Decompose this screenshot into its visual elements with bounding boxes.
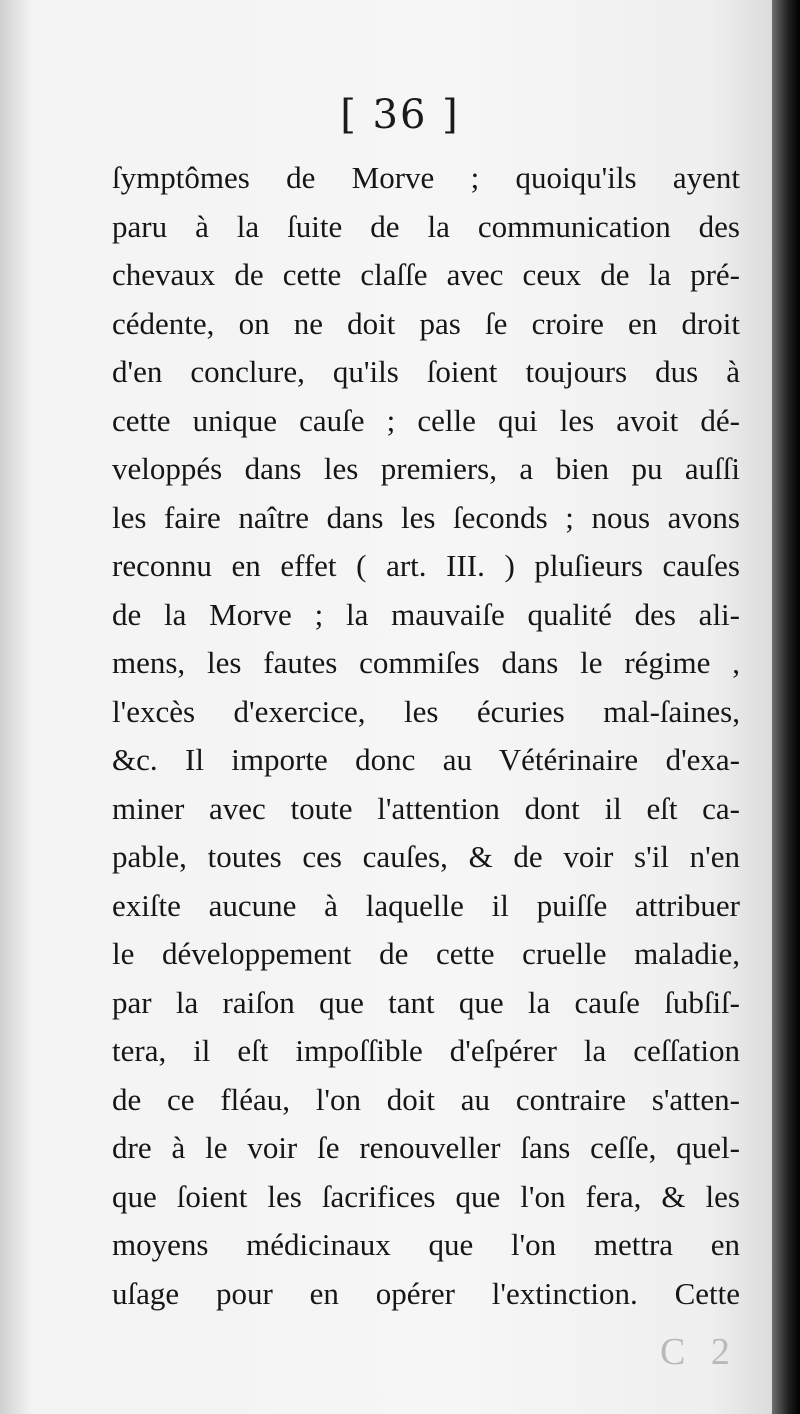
text-line: cédente, on ne doit pas ſe croire en droit [112, 305, 740, 341]
text-line: par la raiſon que tant que la cauſe ſubſiſ- [112, 984, 740, 1020]
text-line: cette unique cauſe ; celle qui les avoit dé- [112, 402, 740, 438]
page-number: [ 36 ] [340, 92, 460, 138]
text-line: de ce fléau, l'on doit au contraire s'atten- [112, 1081, 740, 1117]
text-line: pable, toutes ces cauſes, & de voir s'il n'en [112, 839, 740, 874]
text-line: exiſte aucune à laquelle il puiſſe attribuer [112, 887, 740, 923]
text-line: dre à le voir ſe renouveller ſans ceſſe, quel- [112, 1130, 740, 1165]
text-line: tera, il eſt impoſſible d'eſpérer la ceſſation [112, 1033, 740, 1068]
text-line: chevaux de cette claſſe avec ceux de la pré- [112, 257, 740, 292]
text-line: uſage pour en opérer l'extinction. Cette [112, 1275, 740, 1311]
text-line: reconnu en effet ( art. III. ) pluſieurs cauſes [112, 548, 740, 583]
text-line: l'excès d'exercice, les écuries mal-ſaines, [112, 693, 740, 729]
body-text [112, 154, 740, 1318]
text-line: moyens médicinaux que l'on mettra en [112, 1227, 740, 1262]
text-line: mens, les fautes commiſes dans le régime , [112, 645, 740, 680]
text-line: ſymptômes de Morve ; quoiqu'ils ayent [112, 160, 740, 195]
page-edge-shadow [772, 0, 800, 1414]
text-line: les faire naître dans les ſeconds ; nous avons [112, 499, 740, 535]
text-line: miner avec toute l'attention dont il eſt ca- [112, 790, 740, 826]
text-line: &c. Il importe donc au Vétérinaire d'exa- [112, 742, 740, 777]
text-line: veloppés dans les premiers, a bien pu auſſi [112, 451, 740, 486]
text-line: le développement de cette cruelle maladie, [112, 936, 740, 971]
signature-mark: C 2 [660, 1331, 738, 1373]
text-line: paru à la ſuite de la communication des [112, 208, 740, 244]
text-line: que ſoient les ſacrifices que l'on fera, & les [112, 1178, 740, 1214]
text-line: de la Morve ; la mauvaiſe qualité des ali- [112, 596, 740, 632]
text-line: d'en conclure, qu'ils ſoient toujours dus à [112, 354, 740, 389]
